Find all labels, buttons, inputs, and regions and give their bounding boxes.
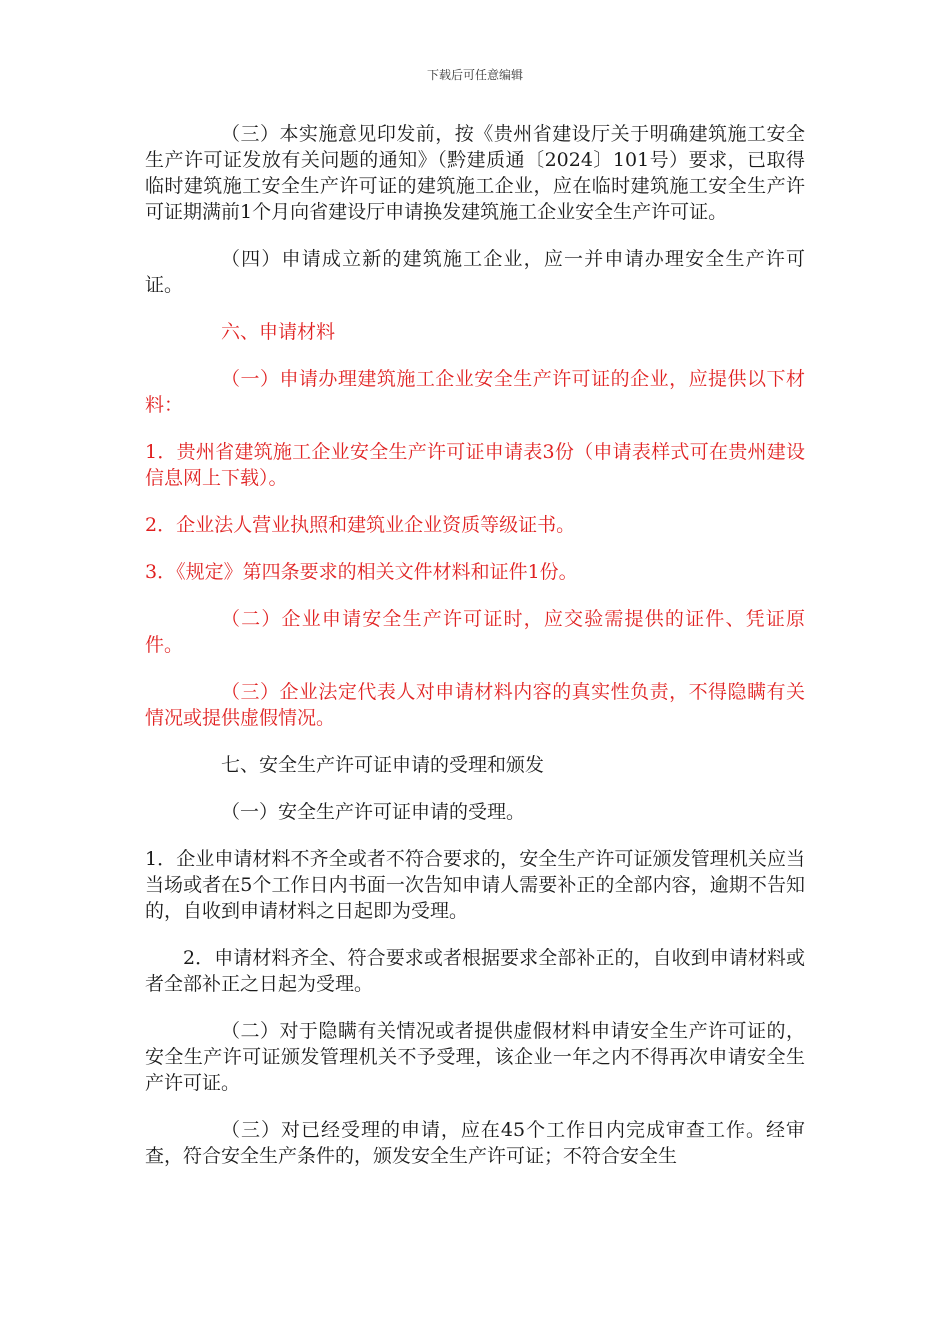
paragraph-section6-item3: （三）企业法定代表人对申请材料内容的真实性负责，不得隐瞒有关情况或提供虚假情况。	[145, 681, 805, 729]
paragraph-section6-item1: （一）申请办理建筑施工企业安全生产许可证的企业，应提供以下材料：	[145, 368, 805, 416]
document-body	[145, 121, 805, 1190]
page-header: 下载后可任意编辑	[426, 68, 523, 82]
paragraph-section5-item4: （四）申请成立新的建筑施工企业，应一并申请办理安全生产许可证。	[145, 248, 805, 296]
list-item-material-1: 1．贵州省建筑施工企业安全生产许可证申请表3份（申请表样式可在贵州建设信息网上下载）。	[145, 441, 805, 489]
list-item-material-3: 3．《规定》第四条要求的相关文件材料和证件1份。	[145, 561, 578, 583]
section-heading-7: 七、安全生产许可证申请的受理和颁发	[221, 754, 545, 776]
paragraph-section7-item1: （一）安全生产许可证申请的受理。	[221, 801, 526, 823]
paragraph-section7-item2: （二）对于隐瞒有关情况或者提供虚假材料申请安全生产许可证的，安全生产许可证颁发管理机关不予受理，该企业一年之内不得再次申请安全生产许可证。	[145, 1020, 805, 1094]
list-item-acceptance-2: 2．申请材料齐全、符合要求或者根据要求全部补正的，自收到申请材料或者全部补正之日起为受理。	[145, 947, 805, 995]
paragraph-section7-item3: （三）对已经受理的申请，应在45个工作日内完成审查工作。经审查，符合安全生产条件的，颁发安全生产许可证；不符合安全生	[145, 1119, 805, 1167]
section-heading-6: 六、申请材料	[221, 321, 336, 343]
paragraph-section5-item3: （三）本实施意见印发前，按《贵州省建设厅关于明确建筑施工安全生产许可证发放有关问题的通知》（黔建质通〔2024〕101号）要求，已取得临时建筑施工安全生产许可证的建筑施工企业，应在临时建筑施工安全生产许可证期满前1个月向省建设厅申请换发建筑施工企业安全生产许可证。	[145, 123, 805, 223]
list-item-acceptance-1: 1．企业申请材料不齐全或者不符合要求的，安全生产许可证颁发管理机关应当当场或者在5个工作日内书面一次告知申请人需要补正的全部内容，逾期不告知的，自收到申请材料之日起即为受理。	[145, 848, 805, 922]
list-item-material-2: 2．企业法人营业执照和建筑业企业资质等级证书。	[145, 514, 576, 536]
paragraph-section6-item2: （二）企业申请安全生产许可证时，应交验需提供的证件、凭证原件。	[145, 608, 805, 656]
